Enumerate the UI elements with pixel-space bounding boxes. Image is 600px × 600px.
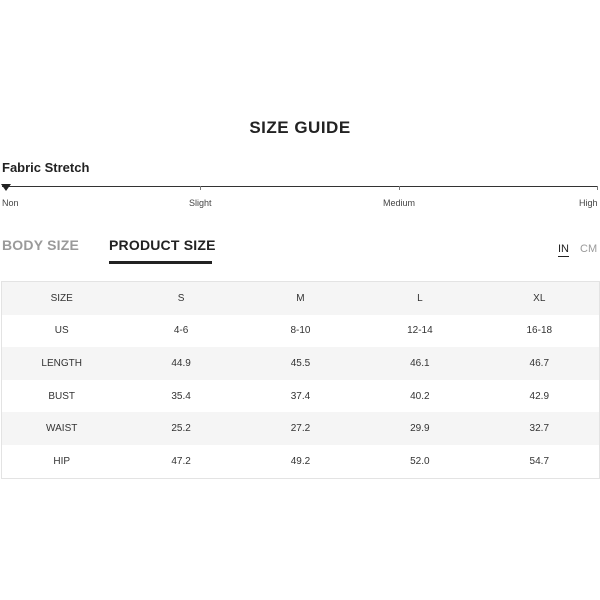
table-cell: 46.1 [360, 347, 479, 380]
table-cell: 4-6 [173, 325, 189, 337]
stretch-marker-icon [1, 184, 11, 191]
table-header-cell: L [360, 282, 479, 315]
table-row-hip [2, 445, 599, 478]
table-header-cell: S [121, 282, 240, 315]
table-cell: 16-18 [526, 325, 553, 337]
table-header-cell: SIZE [2, 282, 121, 315]
table-cell: BUST [48, 390, 76, 402]
table-row-length [2, 347, 599, 380]
table-cell: WAIST [2, 412, 121, 445]
table-cell: LENGTH [2, 347, 121, 380]
unit-toggle-in[interactable]: IN [558, 243, 569, 255]
table-row-waist [2, 412, 599, 445]
page-title: SIZE GUIDE [249, 118, 351, 137]
table-cell: 29.9 [360, 412, 479, 445]
table-cell: 35.4 [171, 390, 191, 402]
table-cell: US [54, 325, 69, 337]
fabric-stretch-label: Fabric Stretch [2, 160, 90, 175]
stretch-tick-medium [399, 186, 400, 190]
fabric-stretch-scale [2, 186, 598, 187]
stretch-level-medium: Medium [383, 198, 416, 208]
table-header-cell: M [241, 282, 360, 315]
stretch-level-non: Non [2, 198, 19, 208]
table-cell: 37.4 [290, 390, 311, 402]
table-cell: 8-10 [290, 325, 311, 337]
size-table [1, 281, 600, 479]
table-cell: 42.9 [529, 390, 550, 402]
table-cell: 52.0 [410, 455, 430, 467]
table-cell: 12-14 [407, 325, 433, 337]
table-header-row [2, 282, 599, 315]
table-cell: 25.2 [121, 412, 240, 445]
table-cell: 54.7 [529, 455, 550, 467]
table-cell: 45.5 [241, 347, 360, 380]
table-cell: 49.2 [290, 455, 311, 467]
table-row-us [2, 315, 599, 348]
table-cell: 40.2 [410, 390, 430, 402]
tab-product-size[interactable]: PRODUCT SIZE [109, 237, 216, 253]
unit-toggle-cm[interactable]: CM [580, 243, 598, 255]
stretch-tick-slight [200, 186, 201, 190]
table-cell: 46.7 [480, 347, 599, 380]
table-cell: 32.7 [480, 412, 599, 445]
stretch-tick-high [597, 186, 598, 190]
stretch-level-high: High [579, 198, 598, 208]
table-cell: 44.9 [121, 347, 240, 380]
stretch-level-slight: Slight [189, 198, 212, 208]
table-cell: 27.2 [241, 412, 360, 445]
active-tab-indicator [109, 261, 212, 264]
table-header-cell: XL [480, 282, 599, 315]
tab-body-size[interactable]: BODY SIZE [2, 237, 80, 253]
table-cell: 47.2 [171, 455, 191, 467]
table-row-bust [2, 380, 599, 413]
table-cell: HIP [53, 455, 71, 467]
